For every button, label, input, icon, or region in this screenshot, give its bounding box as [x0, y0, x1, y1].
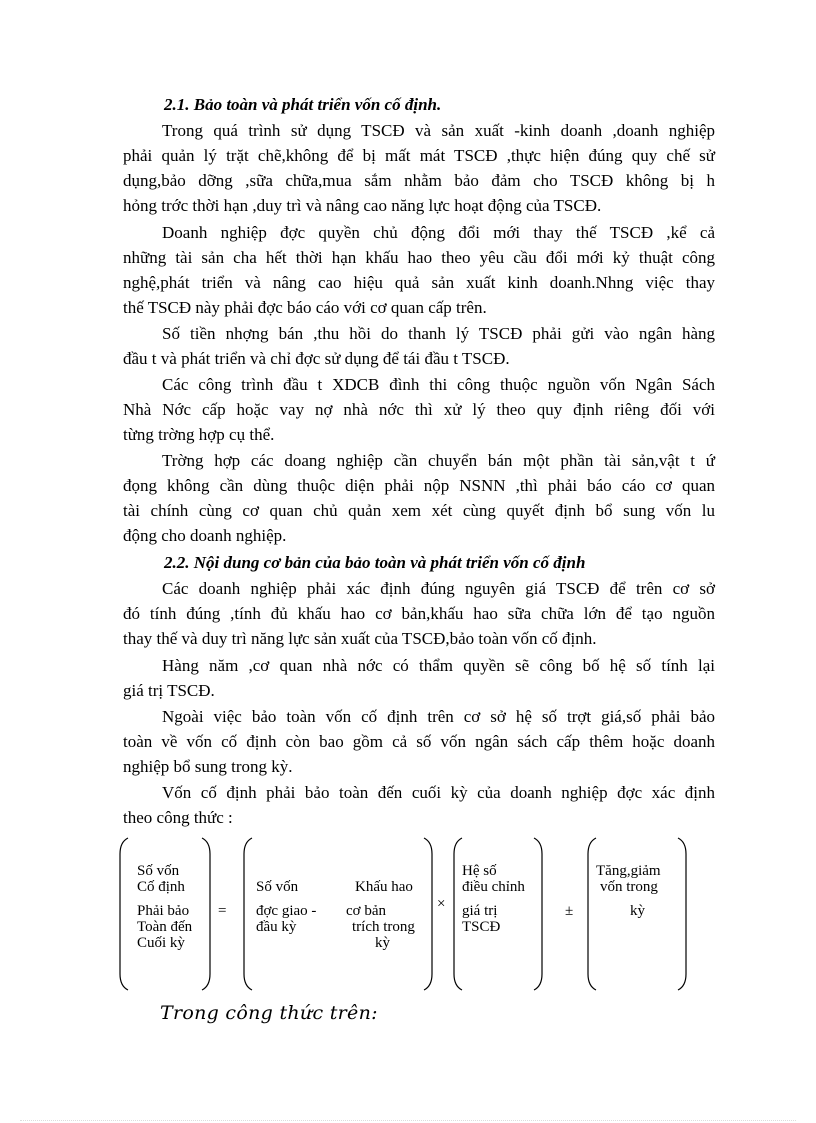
paragraph-line: Các công trình đầu t XDCB đình thi công thuộc nguồn vốn Ngân Sách [162, 375, 715, 394]
formula-term2a-line: Số vốn [256, 879, 299, 895]
times-sign: × [437, 896, 446, 912]
section-heading-2-1: 2.1. Bảo toàn và phát triển vốn cố định. [164, 95, 442, 114]
formula-term2b-line: Khấu hao [355, 879, 413, 895]
formula-term2b-line: trích trong [352, 919, 415, 935]
formula-note-heading: Trong công thức trên: [160, 1002, 378, 1024]
formula-term4-line: kỳ [630, 903, 645, 919]
formula-term2a-line: đầu kỳ [256, 919, 297, 935]
paragraph-line: phải quản lý trặt chẽ,không để bị mất mát TSCĐ ,thực hiện đúng quy chế sử [123, 146, 715, 165]
paragraph-line: Trong quá trình sử dụng TSCĐ và sản xuất -kinh doanh ,doanh nghiệp [162, 121, 715, 140]
paragraph-line: đầu t và phát triển và chỉ đợc sử dụng để tái đầu t TSCĐ. [123, 349, 510, 368]
paragraph-line: Các doanh nghiệp phải xác định đúng nguyên giá TSCĐ để trên cơ sở [162, 579, 715, 598]
paragraph-line: từng trờng hợp cụ thể. [123, 425, 275, 444]
formula-term2a-line: đợc giao - [256, 903, 317, 919]
formula-term1-line: Cố định [137, 879, 185, 895]
paragraph-line: nghiệp bổ sung trong kỳ. [123, 757, 293, 776]
formula-term1-line: Cuối kỳ [137, 935, 185, 951]
paragraph-line: đó tính đúng ,tính đủ khấu hao cơ bản,khấu hao sữa chữa lớn để tạo nguồn [123, 604, 715, 623]
paragraph-line: giá trị TSCĐ. [123, 681, 215, 700]
paragraph-line: Doanh nghiệp đợc quyền chủ động đổi mới thay thế TSCĐ ,kể cả [162, 223, 715, 242]
formula-term4-line: Tăng,giảm [596, 863, 661, 879]
paragraph-line: hỏng trớc thời hạn ,duy trì và nâng cao năng lực hoạt động của TSCĐ. [123, 196, 602, 215]
paragraph-line: Trờng hợp các doang nghiệp cần chuyển bán một phần tài sản,vật t ứ [162, 451, 715, 470]
paragraph-line: thế TSCĐ này phải đợc báo cáo với cơ quan cấp trên. [123, 298, 487, 317]
paragraph-line: Số tiền nhợng bán ,thu hồi do thanh lý TSCĐ phải gửi vào ngân hàng [162, 324, 715, 343]
paragraph-line: dụng,bảo dỡng ,sữa chữa,mua sắm nhằm bảo đảm cho TSCĐ không bị h [123, 171, 715, 190]
plus-minus-sign: ± [565, 903, 574, 919]
formula-term4-line: vốn trong [600, 879, 658, 895]
formula-term1-line: Phải bảo [137, 903, 190, 919]
paragraph-line: thay thế và duy trì năng lực sản xuất của TSCĐ,bảo toàn vốn cố định. [123, 629, 597, 648]
paragraph-line: tài chính cùng cơ quan chủ quản xem xét cùng quyết định bổ sung vốn lu [123, 501, 715, 520]
formula-term2b-line: kỳ [375, 935, 390, 951]
paragraph-line: Nhà Nớc cấp hoặc vay nợ nhà nớc thì xử lý theo quy định riêng đối với [123, 400, 715, 419]
paragraph-line: động cho doanh nghiệp. [123, 526, 287, 545]
section-heading-2-2: 2.2. Nội dung cơ bản của bảo toàn và phát triển vốn cố định [164, 553, 586, 572]
formula-term3-line: điều chỉnh [462, 879, 525, 895]
formula-parentheses [118, 834, 690, 996]
formula-term3-line: TSCĐ [462, 919, 501, 935]
page-bottom-divider [20, 1120, 796, 1121]
formula-term1-line: Toàn đến [137, 919, 193, 935]
equals-sign: = [218, 903, 227, 919]
paragraph-line: Ngoài việc bảo toàn vốn cố định trên cơ sở hệ số trợt giá,số phải bảo [162, 707, 715, 726]
paragraph-line: Hàng năm ,cơ quan nhà nớc có thẩm quyền sẽ công bố hệ số tính lại [162, 656, 715, 675]
paragraph-line: đọng không cần dùng thuộc diện phải nộp NSNN ,thì phải báo cáo cơ quan [123, 476, 715, 495]
paragraph-line: những tài sản cha hết thời hạn khấu hao theo yêu cầu đổi mới kỷ thuật công [123, 248, 715, 267]
formula-term1-line: Số vốn [137, 863, 180, 879]
paragraph-line: nghệ,phát triển và nâng cao hiệu quả sản xuất kinh doanh.Nhng việc thay [123, 273, 715, 292]
formula-term2b-line: cơ bản [346, 903, 386, 919]
paragraph-line: theo công thức : [123, 808, 233, 827]
formula-term3-line: giá trị [462, 903, 498, 919]
paragraph-line: toàn về vốn cố định còn bao gồm cả số vốn ngân sách cấp thêm hoặc doanh [123, 732, 715, 751]
formula-term3-line: Hệ số [462, 863, 497, 879]
paragraph-line: Vốn cố định phải bảo toàn đến cuối kỳ của doanh nghiệp đợc xác định [162, 783, 715, 802]
